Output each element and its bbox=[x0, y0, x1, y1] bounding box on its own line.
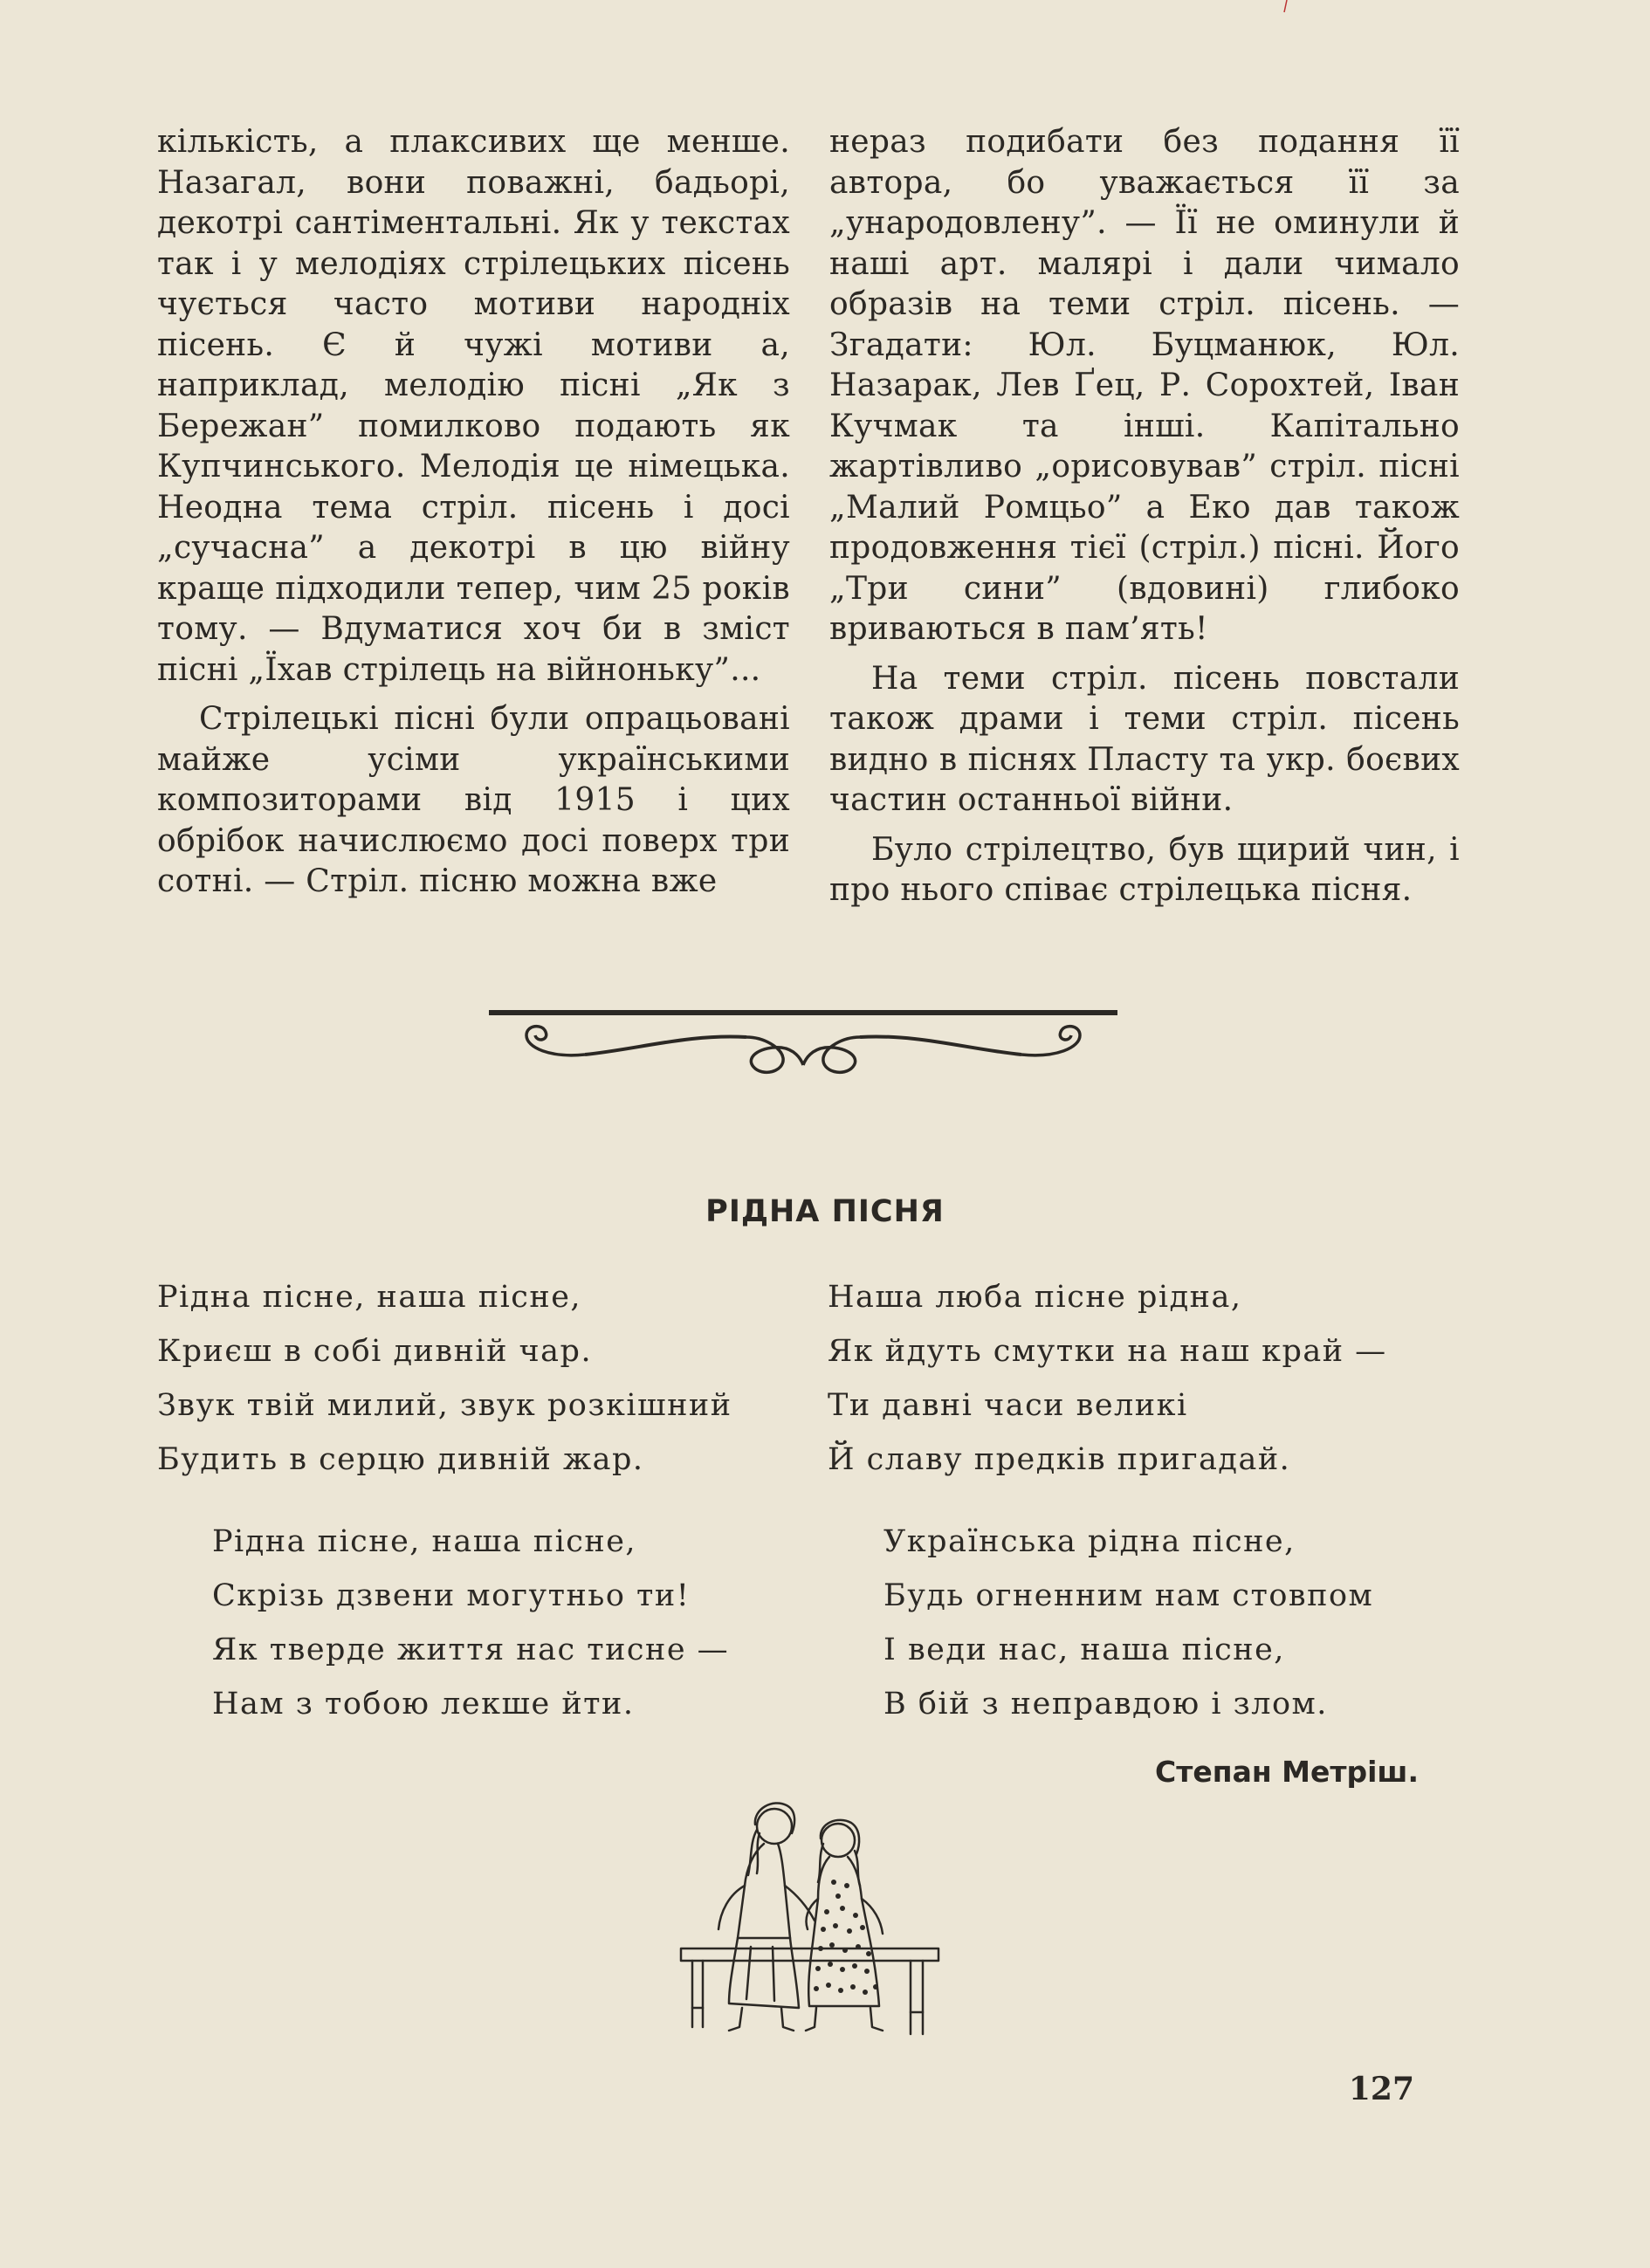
paragraph: Було стрілецтво, був щирий чин, і про нього співає стрілецька пісня. bbox=[829, 831, 1460, 908]
poem-line: Як йдуть смутки на наш край — bbox=[828, 1334, 1387, 1369]
poem-author: Степан Метріш. bbox=[1155, 1755, 1419, 1789]
poem-line: І веди нас, наша пісне, bbox=[883, 1632, 1285, 1667]
poem-line: Рідна пісне, наша пісне, bbox=[212, 1524, 637, 1559]
poem-line: Й славу предків пригадай. bbox=[828, 1442, 1291, 1477]
poem-stanza bbox=[157, 1270, 732, 1487]
poem-stanza bbox=[828, 1270, 1387, 1487]
poem-line: Нам з тобою лекше йти. bbox=[212, 1687, 635, 1722]
paragraph: На теми стріл. пісень повстали також драми і теми стріл. пісень видно в піснях Пласту та укр. боєвих частин останньої війни. bbox=[829, 660, 1460, 818]
page-number: 127 bbox=[1348, 2071, 1414, 2107]
scroll-ornament-icon bbox=[485, 1004, 1122, 1082]
poem-line: Криєш в собі дивній чар. bbox=[157, 1334, 593, 1369]
poem-line: Українська рідна пісне, bbox=[883, 1524, 1296, 1559]
poem-line: Ти давні часи великі bbox=[828, 1388, 1188, 1423]
poem-line: Будь огненним нам стовпом bbox=[883, 1578, 1374, 1613]
poem-line: Наша люба пісне рідна, bbox=[828, 1280, 1242, 1315]
corner-mark-icon bbox=[1282, 0, 1290, 14]
poem-stanza bbox=[212, 1515, 729, 1731]
poem-line: Будить в серцю дивній жар. bbox=[157, 1442, 644, 1477]
right-text-column bbox=[829, 122, 1460, 911]
paragraph: кількість, а плаксивих ще менше. Назагал, вони поважні, бадьорі, декотрі сантіментальні. Як у текстах так і у мелодіях стрілецьких пісень чується часто мотиви народніх пісень. Є й чужі мотиви а, наприклад, мелодію пісні „Як з Бережан” помилково подають як Купчинського. Мелодія це німецька. Неодна тема стріл. пісень і досі „сучасна” а декотрі в цю війну краще підходили тепер, чим 25 років тому. — Вдуматися хоч би в зміст пісні „Їхав стрілець на війноньку”... bbox=[157, 124, 790, 688]
two-girls-on-bench-illustration bbox=[677, 1798, 943, 2043]
left-text-column bbox=[157, 122, 790, 903]
poem-line: Скрізь дзвени могутньо ти! bbox=[212, 1578, 691, 1613]
poem-line: Звук твій милий, звук розкішний bbox=[157, 1388, 732, 1423]
poem-title: РІДНА ПІСНЯ bbox=[705, 1194, 945, 1229]
poem-line: Як тверде життя нас тисне — bbox=[212, 1632, 730, 1667]
poem-line: В бій з неправдою і злом. bbox=[883, 1687, 1328, 1722]
poem-stanza bbox=[883, 1515, 1373, 1731]
poem-line: Рідна пісне, наша пісне, bbox=[157, 1280, 582, 1315]
paragraph: Стрілецькі пісні були опрацьовані майже усіми українськими композиторами від 1915 і цих обрібок начислюємо досі поверх три сотні. — Стріл. пісню можна вже bbox=[157, 701, 790, 899]
paragraph: нераз подибати без подання її автора, бо уважається її за „ународовлену”. — Її не оминули й наші арт. малярі і дали чимало образів на теми стріл. пісень. — Згадати: Юл. Буцманюк, Юл. Назарак, Лев Ґец, Р. Сорохтей, Іван Кучмак та інші. Капітально жартівливо „орисовував” стріл. пісні „Малий Ромцьо” а Еко дав також продовження тієї (стріл.) пісні. Його „Три сини” (вдовині) глибоко вриваються в пам’ять! bbox=[829, 124, 1460, 647]
